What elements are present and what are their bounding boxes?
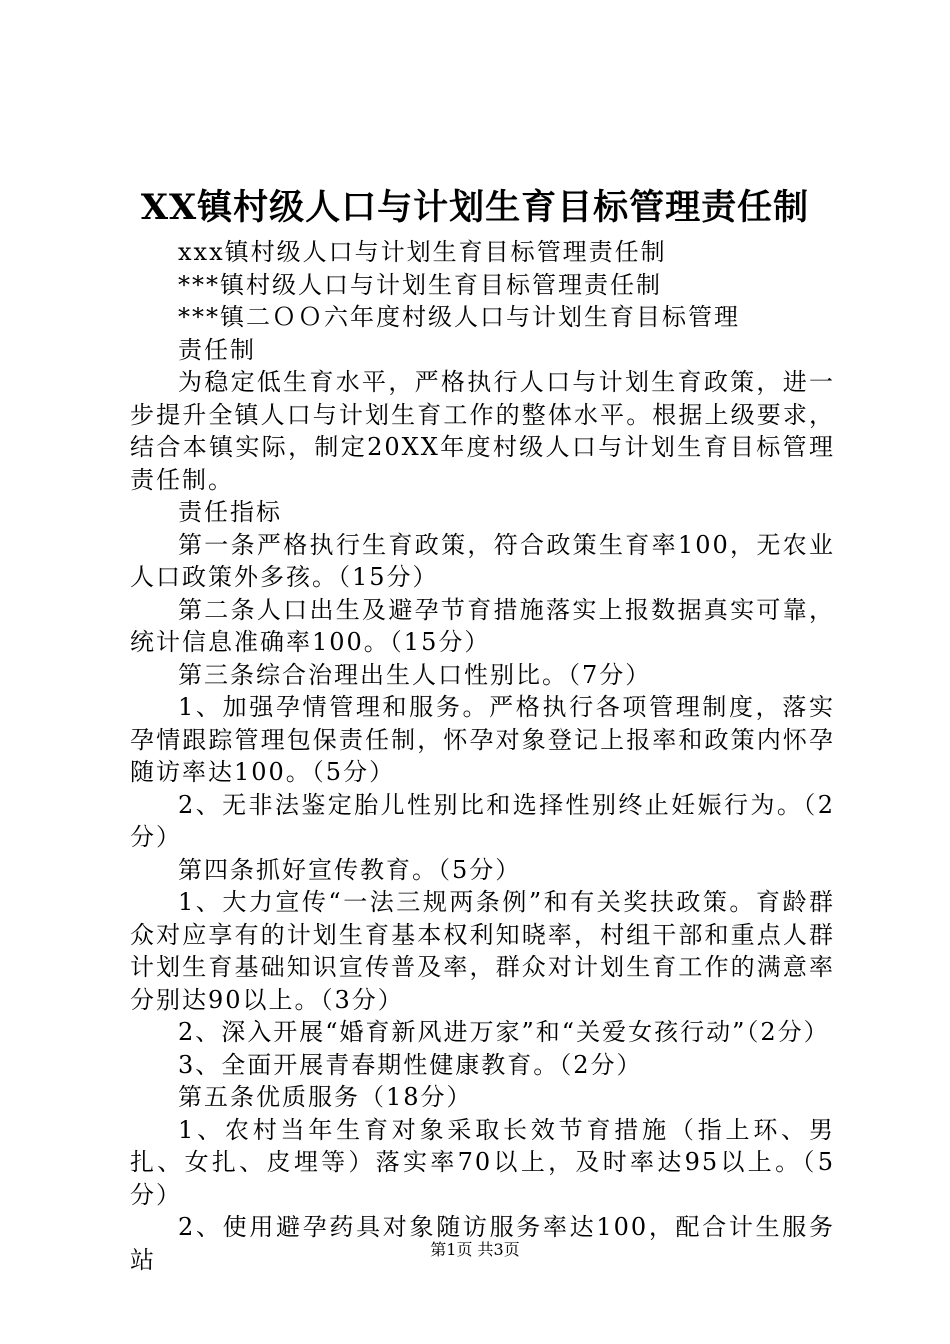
document-title: XX镇村级人口与计划生育目标管理责任制 [140, 187, 810, 228]
paragraph: 2、使用避孕药具对象随访服务率达100，配合计生服务站 [130, 1213, 835, 1274]
paragraph: ***镇村级人口与计划生育目标管理责任制 [178, 270, 662, 299]
section-heading: 责任指标 [178, 498, 282, 526]
page-footer: 第1页 共3页 [430, 1240, 520, 1259]
paragraph: xxx镇村级人口与计划生育目标管理责任制 [178, 238, 667, 266]
paragraph: 1、大力宣传“一法三规两条例”和有关奖扶政策。育龄群众对应享有的计划生育基本权利知晓率，村组干部和重点人群计划生育基础知识宣传普及率，群众对计划生育工作的满意率分别达90以上。（3分） [130, 888, 835, 1014]
paragraph: 责任制 [178, 335, 256, 364]
paragraph: 3、全面开展青春期性健康教育。（2分） [178, 1050, 643, 1079]
paragraph: 1、农村当年生育对象采取长效节育措施（指上环、男扎、女扎、皮埋等）落实率70以上，及时率达95以上。（5分） [130, 1115, 835, 1209]
paragraph: ***镇二ＯＯ六年度村级人口与计划生育目标管理 [178, 303, 740, 331]
paragraph: 第一条严格执行生育政策，符合政策生育率100，无农业人口政策外多孩。（15分） [130, 530, 835, 591]
paragraph: 第四条抓好宣传教育。（5分） [178, 855, 522, 884]
paragraph: 1、加强孕情管理和服务。严格执行各项管理制度，落实孕情跟踪管理包保责任制，怀孕对象登记上报率和政策内怀孕随访率达100。（5分） [130, 693, 835, 786]
paragraph: 第三条综合治理出生人口性别比。（7分） [178, 660, 652, 689]
paragraph: 2、无非法鉴定胎儿性别比和选择性别终止妊娠行为。（2分） [130, 790, 835, 851]
paragraph: 为稳定低生育水平，严格执行人口与计划生育政策，进一步提升全镇人口与计划生育工作的整体水平。根据上级要求，结合本镇实际，制定20XX年度村级人口与计划生育目标管理责任制。 [130, 368, 835, 494]
paragraph: 第二条人口出生及避孕节育措施落实上报数据真实可靠，统计信息准确率100。（15分） [130, 595, 835, 656]
document-body [130, 236, 835, 1276]
paragraph: 2、深入开展“婚育新风进万家”和“关爱女孩行动”（2分） [178, 1018, 830, 1046]
paragraph: 第五条优质服务（18分） [178, 1083, 473, 1111]
